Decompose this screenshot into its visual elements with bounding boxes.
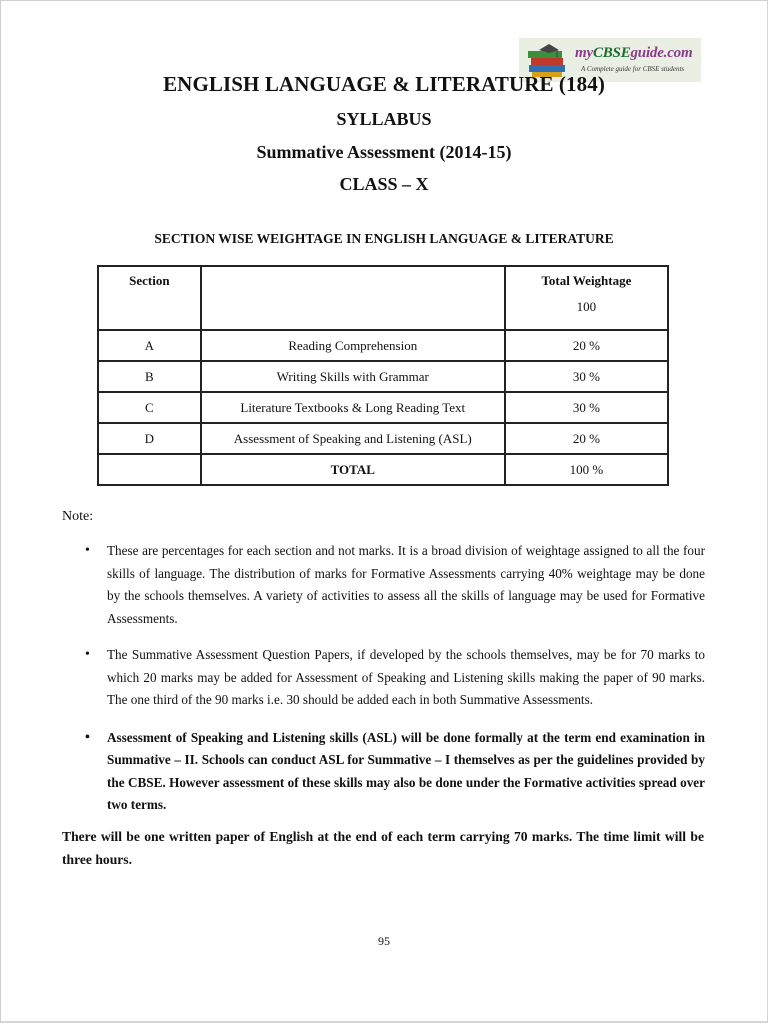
table-total-row <box>98 454 668 485</box>
table-row <box>98 330 668 361</box>
note-bullets <box>85 540 705 817</box>
row-weight: 30 % <box>505 392 668 423</box>
weightage-total-value: 100 <box>576 299 597 314</box>
table-row <box>98 361 668 392</box>
weightage-heading: SECTION WISE WEIGHTAGE IN ENGLISH LANGUAGE & LITERATURE <box>154 231 614 246</box>
logo-brand: myCBSEguide.com <box>575 45 693 61</box>
row-section: B <box>98 361 201 392</box>
row-name: Assessment of Speaking and Listening (ASL) <box>201 423 505 454</box>
assessment-heading: Summative Assessment (2014-15) <box>256 142 512 162</box>
table-row <box>98 423 668 454</box>
table-header-row <box>98 266 668 330</box>
note-bullet: • The Summative Assessment Question Papers, if developed by the schools themselves, may be for 70 marks to which 20 marks may be added for Assessment of Speaking and Listening skills making the paper of 90 marks. The one third of the 90 marks i.e. 30 should be added each in both Summative Assessments. <box>85 644 705 712</box>
exam-paper-note: There will be one written paper of English at the end of each term carrying 70 marks. The time limit will be three hours. <box>62 829 704 867</box>
logo-tagline: A Complete guide for CBSE students <box>581 65 685 73</box>
syllabus-heading: SYLLABUS <box>336 109 432 129</box>
row-name: Writing Skills with Grammar <box>201 361 505 392</box>
row-section: A <box>98 330 201 361</box>
note-label: Note: <box>62 509 94 524</box>
document-title: ENGLISH LANGUAGE & LITERATURE (184) <box>163 72 605 96</box>
row-section: D <box>98 423 201 454</box>
class-heading: CLASS – X <box>339 174 429 194</box>
header-blank <box>201 266 505 330</box>
note-bullet: • These are percentages for each section and not marks. It is a broad division of weightage assigned to all the four skills of language. The distribution of marks for Formative Assessments carrying 40% weightage may be done by the schools themselves. A variety of activities to assess all the skills of language may be used for Formative Assessments. <box>85 540 705 630</box>
row-name: Reading Comprehension <box>201 330 505 361</box>
total-value: 100 % <box>505 454 668 485</box>
row-weight: 20 % <box>505 423 668 454</box>
header-section: Section <box>98 266 201 330</box>
row-weight: 20 % <box>505 330 668 361</box>
weightage-table <box>97 265 669 486</box>
table-row <box>98 392 668 423</box>
row-section: C <box>98 392 201 423</box>
page-number: 95 <box>378 934 390 948</box>
row-weight: 30 % <box>505 361 668 392</box>
note-bullet: • Assessment of Speaking and Listening skills (ASL) will be done formally at the term end examination in Summative – II. Schools can conduct ASL for Summative – I themselves as per the guidelines provided by the CBSE. However assessment of these skills may also be done under the Formative activities spread over two terms. <box>85 727 705 817</box>
total-label: TOTAL <box>201 454 505 485</box>
total-blank <box>98 454 201 485</box>
header-weightage: Total Weightage 100 <box>505 266 668 330</box>
row-name: Literature Textbooks & Long Reading Text <box>201 392 505 423</box>
